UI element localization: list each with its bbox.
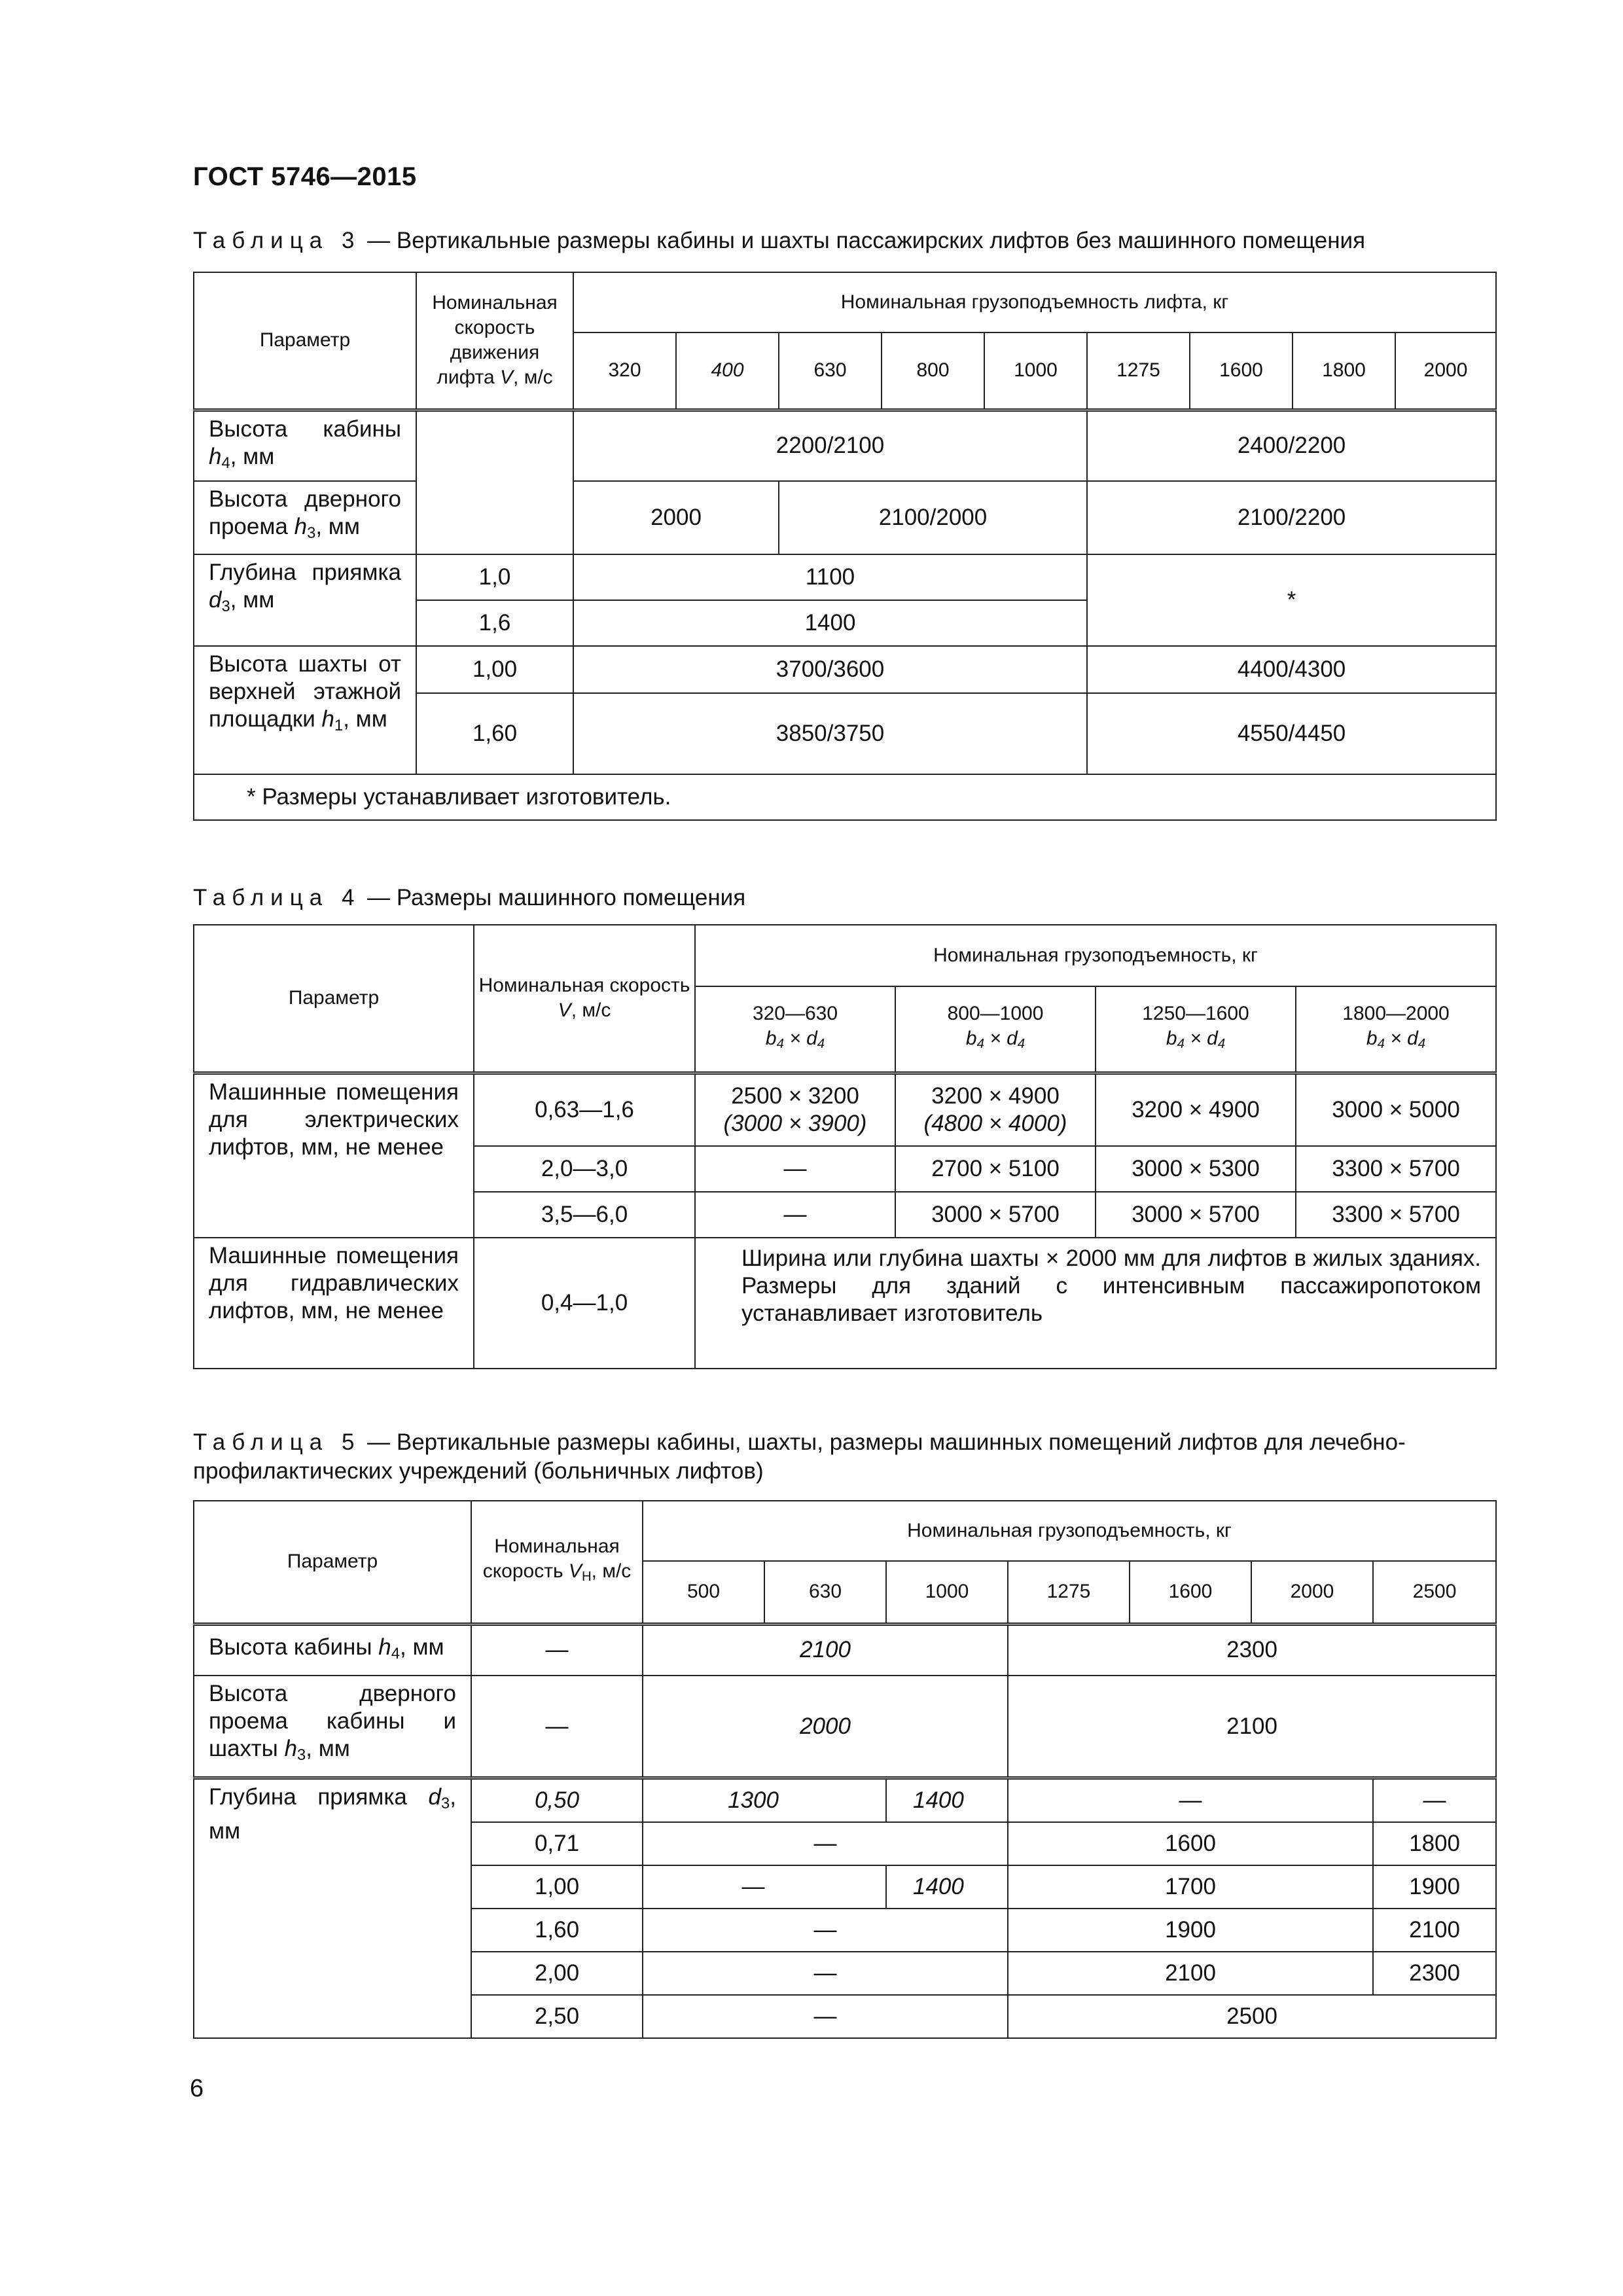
table4-electric-r3-c3: 3000 × 5700 bbox=[1096, 1192, 1296, 1238]
table5-pit-speed-1: 0,50 bbox=[471, 1778, 643, 1822]
table3-row-cabin-height-label: Высота кабины $h_4$, мм bbox=[194, 410, 416, 481]
table4-electric-speed-2: 2,0—3,0 bbox=[474, 1146, 695, 1192]
table4-range-1-label: 320—630 bbox=[752, 1003, 838, 1025]
table5-cabin-height-speed: — bbox=[471, 1624, 643, 1676]
table3-load-2000: 2000 bbox=[1395, 332, 1496, 410]
table4-range-4 bbox=[1296, 986, 1496, 1073]
table4-electric-r1-c4: 3000 × 5000 bbox=[1296, 1073, 1496, 1146]
table3-load-320: 320 bbox=[573, 332, 676, 410]
table5-pit-r1-c4: — bbox=[1373, 1778, 1496, 1822]
table3-shaft-speed-1: 1,00 bbox=[416, 646, 573, 693]
table4-electric-speed-3: 3,5—6,0 bbox=[474, 1192, 695, 1238]
table4-range-2-dims: $b_4 \times d_4$ bbox=[965, 1028, 1026, 1052]
table5-pit-r1-c2: 1400 bbox=[886, 1778, 1008, 1822]
table5-load-2000: 2000 bbox=[1251, 1561, 1373, 1624]
table3-header-param: Параметр bbox=[194, 272, 416, 410]
table3-shaft-value-a1: 3700/3600 bbox=[573, 646, 1087, 693]
document-header: ГОСТ 5746—2015 bbox=[193, 162, 417, 191]
table5-pit-r5-c4: 2300 bbox=[1373, 1952, 1496, 1995]
table5-load-2500: 2500 bbox=[1373, 1561, 1496, 1624]
table5-pit-speed-6: 2,50 bbox=[471, 1995, 643, 2038]
table5-header-param: Параметр bbox=[194, 1501, 471, 1624]
table3-caption-label: Таблица 3 bbox=[193, 228, 361, 253]
table5-pit-r1-c1: 1300 bbox=[643, 1778, 886, 1822]
table4-electric-r1-c1-main: 2500 × 3200 bbox=[731, 1083, 859, 1109]
table3-shaft-value-a2: 3850/3750 bbox=[573, 693, 1087, 774]
table4-range-1-dims: $b_4 \times d_4$ bbox=[765, 1028, 825, 1052]
table3-footnote: * Размеры устанавливает изготовитель. bbox=[194, 774, 1496, 820]
table5-pit-speed-2: 0,71 bbox=[471, 1822, 643, 1865]
table5-pit-r3-c1: — bbox=[643, 1865, 886, 1909]
table4-electric-r1-c3: 3200 × 4900 bbox=[1096, 1073, 1296, 1146]
table5-pit-r6-c12: — bbox=[643, 1995, 1008, 2038]
table5-pit-r4-c3: 1900 bbox=[1008, 1909, 1373, 1952]
table3-load-630: 630 bbox=[779, 332, 882, 410]
table4-electric-r1-c2-main: 3200 × 4900 bbox=[931, 1083, 1060, 1109]
table5-door-height-b: 2100 bbox=[1008, 1676, 1496, 1778]
table4-electric-r2-c4: 3300 × 5700 bbox=[1296, 1146, 1496, 1192]
table5-load-500: 500 bbox=[643, 1561, 764, 1624]
table5-pit-r3-c4: 1900 bbox=[1373, 1865, 1496, 1909]
table5-pit-r5-c3: 2100 bbox=[1008, 1952, 1373, 1995]
table3-load-1600: 1600 bbox=[1190, 332, 1293, 410]
table5-pit-r4-c4: 2100 bbox=[1373, 1909, 1496, 1952]
table4-range-2-label: 800—1000 bbox=[947, 1003, 1044, 1025]
table3-load-1275: 1275 bbox=[1087, 332, 1190, 410]
table5-row-cabin-height-label: Высота кабины $h_4$, мм bbox=[194, 1624, 471, 1676]
table5-load-1000: 1000 bbox=[886, 1561, 1008, 1624]
table4-caption bbox=[193, 884, 1495, 912]
table3-header-speed: Номинальная скорость движения лифта V, м/с bbox=[416, 272, 573, 410]
table3-shaft-value-b2: 4550/4450 bbox=[1087, 693, 1496, 774]
table4-electric-r2-c2: 2700 × 5100 bbox=[895, 1146, 1096, 1192]
table4-range-3-dims: $b_4 \times d_4$ bbox=[1166, 1028, 1226, 1052]
table5-cabin-height-a: 2100 bbox=[643, 1624, 1008, 1676]
table3-door-height-a: 2000 bbox=[573, 481, 779, 554]
table4-hydraulic-text: Ширина или глубина шахты × 2000 мм для лифтов в жилых зданиях. Размеры для зданий с интенсивным пассажиропотоком устанавливает изготовитель bbox=[695, 1238, 1496, 1369]
table4-range-1 bbox=[695, 986, 895, 1073]
table4-header-speed: Номинальная скорость V, м/с bbox=[474, 925, 695, 1073]
table5-pit-r2-c3: 1600 bbox=[1008, 1822, 1373, 1865]
table3-pit-speed-2: 1,6 bbox=[416, 600, 573, 646]
table3-pit-speed-1: 1,0 bbox=[416, 554, 573, 600]
table3-caption bbox=[193, 226, 1495, 255]
table5-row-door-height-label: Высота дверного проема кабины и шахты $h_3$, мм bbox=[194, 1676, 471, 1778]
table5-pit-r3-c2: 1400 bbox=[886, 1865, 1008, 1909]
table5-load-1275: 1275 bbox=[1008, 1561, 1130, 1624]
table3-load-1800: 1800 bbox=[1293, 332, 1395, 410]
table4-range-4-dims: $b_4 \times d_4$ bbox=[1366, 1028, 1426, 1052]
table5-caption-text: — Вертикальные размеры кабины, шахты, размеры машинных помещений лифтов для лечебно-профилактических учреждений (больничных лифтов) bbox=[193, 1429, 1406, 1484]
table4-header-capacity: Номинальная грузоподъемность, кг bbox=[695, 925, 1496, 986]
table4-electric-r2-c3: 3000 × 5300 bbox=[1096, 1146, 1296, 1192]
table5-pit-r6-c34: 2500 bbox=[1008, 1995, 1496, 2038]
table5-pit-speed-4: 1,60 bbox=[471, 1909, 643, 1952]
table5-pit-speed-3: 1,00 bbox=[471, 1865, 643, 1909]
table3-speed-empty bbox=[416, 410, 573, 554]
table4-range-2 bbox=[895, 986, 1096, 1073]
page-number: 6 bbox=[190, 2075, 204, 2102]
table3-door-height-b: 2100/2000 bbox=[779, 481, 1087, 554]
table4-electric-r1-c1 bbox=[695, 1073, 895, 1146]
table5-load-1600: 1600 bbox=[1130, 1561, 1251, 1624]
table5-cabin-height-b: 2300 bbox=[1008, 1624, 1496, 1676]
table4-range-3-label: 1250—1600 bbox=[1142, 1003, 1249, 1025]
table5-pit-r1-c3: — bbox=[1008, 1778, 1373, 1822]
table5-door-height-a: 2000 bbox=[643, 1676, 1008, 1778]
table4-electric-speed-1: 0,63—1,6 bbox=[474, 1073, 695, 1146]
table4-range-3 bbox=[1096, 986, 1296, 1073]
table3-caption-text: — Вертикальные размеры кабины и шахты пассажирских лифтов без машинного помещения bbox=[361, 228, 1366, 253]
table4-row-electric-label: Машинные помещения для электрических лифтов, мм, не менее bbox=[194, 1073, 474, 1238]
table3-cabin-height-small: 2200/2100 bbox=[573, 410, 1087, 481]
table3-row-shaft-height-label: Высота шахты от верхней этажной площадки $h_1$, мм bbox=[194, 646, 416, 774]
table5-header-speed: Номинальная скорость $V_Н$, м/с bbox=[471, 1501, 643, 1624]
table4-header-param: Параметр bbox=[194, 925, 474, 1073]
table5-load-630: 630 bbox=[764, 1561, 886, 1624]
table4-electric-r1-c2-alt: (4800 × 4000) bbox=[923, 1110, 1067, 1136]
table3-door-height-c: 2100/2200 bbox=[1087, 481, 1496, 554]
table3-pit-value-1: 1100 bbox=[573, 554, 1087, 600]
table4-range-4-label: 1800—2000 bbox=[1342, 1003, 1450, 1025]
table3-shaft-value-b1: 4400/4300 bbox=[1087, 646, 1496, 693]
table5 bbox=[193, 1500, 1497, 2039]
table5-row-pit-label: Глубина приямка $d_3$, мм bbox=[194, 1778, 471, 2038]
table5-pit-r2-c4: 1800 bbox=[1373, 1822, 1496, 1865]
table3-shaft-speed-2: 1,60 bbox=[416, 693, 573, 774]
table5-door-height-speed: — bbox=[471, 1676, 643, 1778]
table4-electric-r3-c4: 3300 × 5700 bbox=[1296, 1192, 1496, 1238]
table5-pit-r3-c3: 1700 bbox=[1008, 1865, 1373, 1909]
table4-caption-text: — Размеры машинного помещения bbox=[361, 885, 746, 910]
table4-electric-r1-c2 bbox=[895, 1073, 1096, 1146]
table5-pit-r5-c12: — bbox=[643, 1952, 1008, 1995]
table3-header-capacity: Номинальная грузоподъемность лифта, кг bbox=[573, 272, 1496, 332]
table3-load-400: 400 bbox=[676, 332, 779, 410]
table5-pit-r4-c12: — bbox=[643, 1909, 1008, 1952]
table4-electric-r3-c1: — bbox=[695, 1192, 895, 1238]
table3-pit-star: * bbox=[1087, 554, 1496, 646]
table5-caption bbox=[193, 1428, 1495, 1486]
table3-row-pit-label: Глубина приямка $d_3$, мм bbox=[194, 554, 416, 646]
table3-load-800: 800 bbox=[882, 332, 984, 410]
table4-electric-r3-c2: 3000 × 5700 bbox=[895, 1192, 1096, 1238]
table4 bbox=[193, 924, 1497, 1369]
table4-hydraulic-speed: 0,4—1,0 bbox=[474, 1238, 695, 1369]
table3 bbox=[193, 272, 1497, 821]
table3-pit-value-2: 1400 bbox=[573, 600, 1087, 646]
table4-electric-r1-c1-alt: (3000 × 3900) bbox=[723, 1110, 867, 1136]
table3-row-door-height-label: Высота дверного проема $h_3$, мм bbox=[194, 481, 416, 554]
table4-caption-label: Таблица 4 bbox=[193, 885, 361, 910]
table5-header-capacity: Номинальная грузоподъемность, кг bbox=[643, 1501, 1496, 1561]
table4-electric-r2-c1: — bbox=[695, 1146, 895, 1192]
table3-cabin-height-large: 2400/2200 bbox=[1087, 410, 1496, 481]
table4-row-hydraulic-label: Машинные помещения для гидравлических лифтов, мм, не менее bbox=[194, 1238, 474, 1369]
table5-caption-label: Таблица 5 bbox=[193, 1429, 361, 1455]
table5-pit-speed-5: 2,00 bbox=[471, 1952, 643, 1995]
table5-pit-r2-c12: — bbox=[643, 1822, 1008, 1865]
table3-load-1000: 1000 bbox=[984, 332, 1087, 410]
